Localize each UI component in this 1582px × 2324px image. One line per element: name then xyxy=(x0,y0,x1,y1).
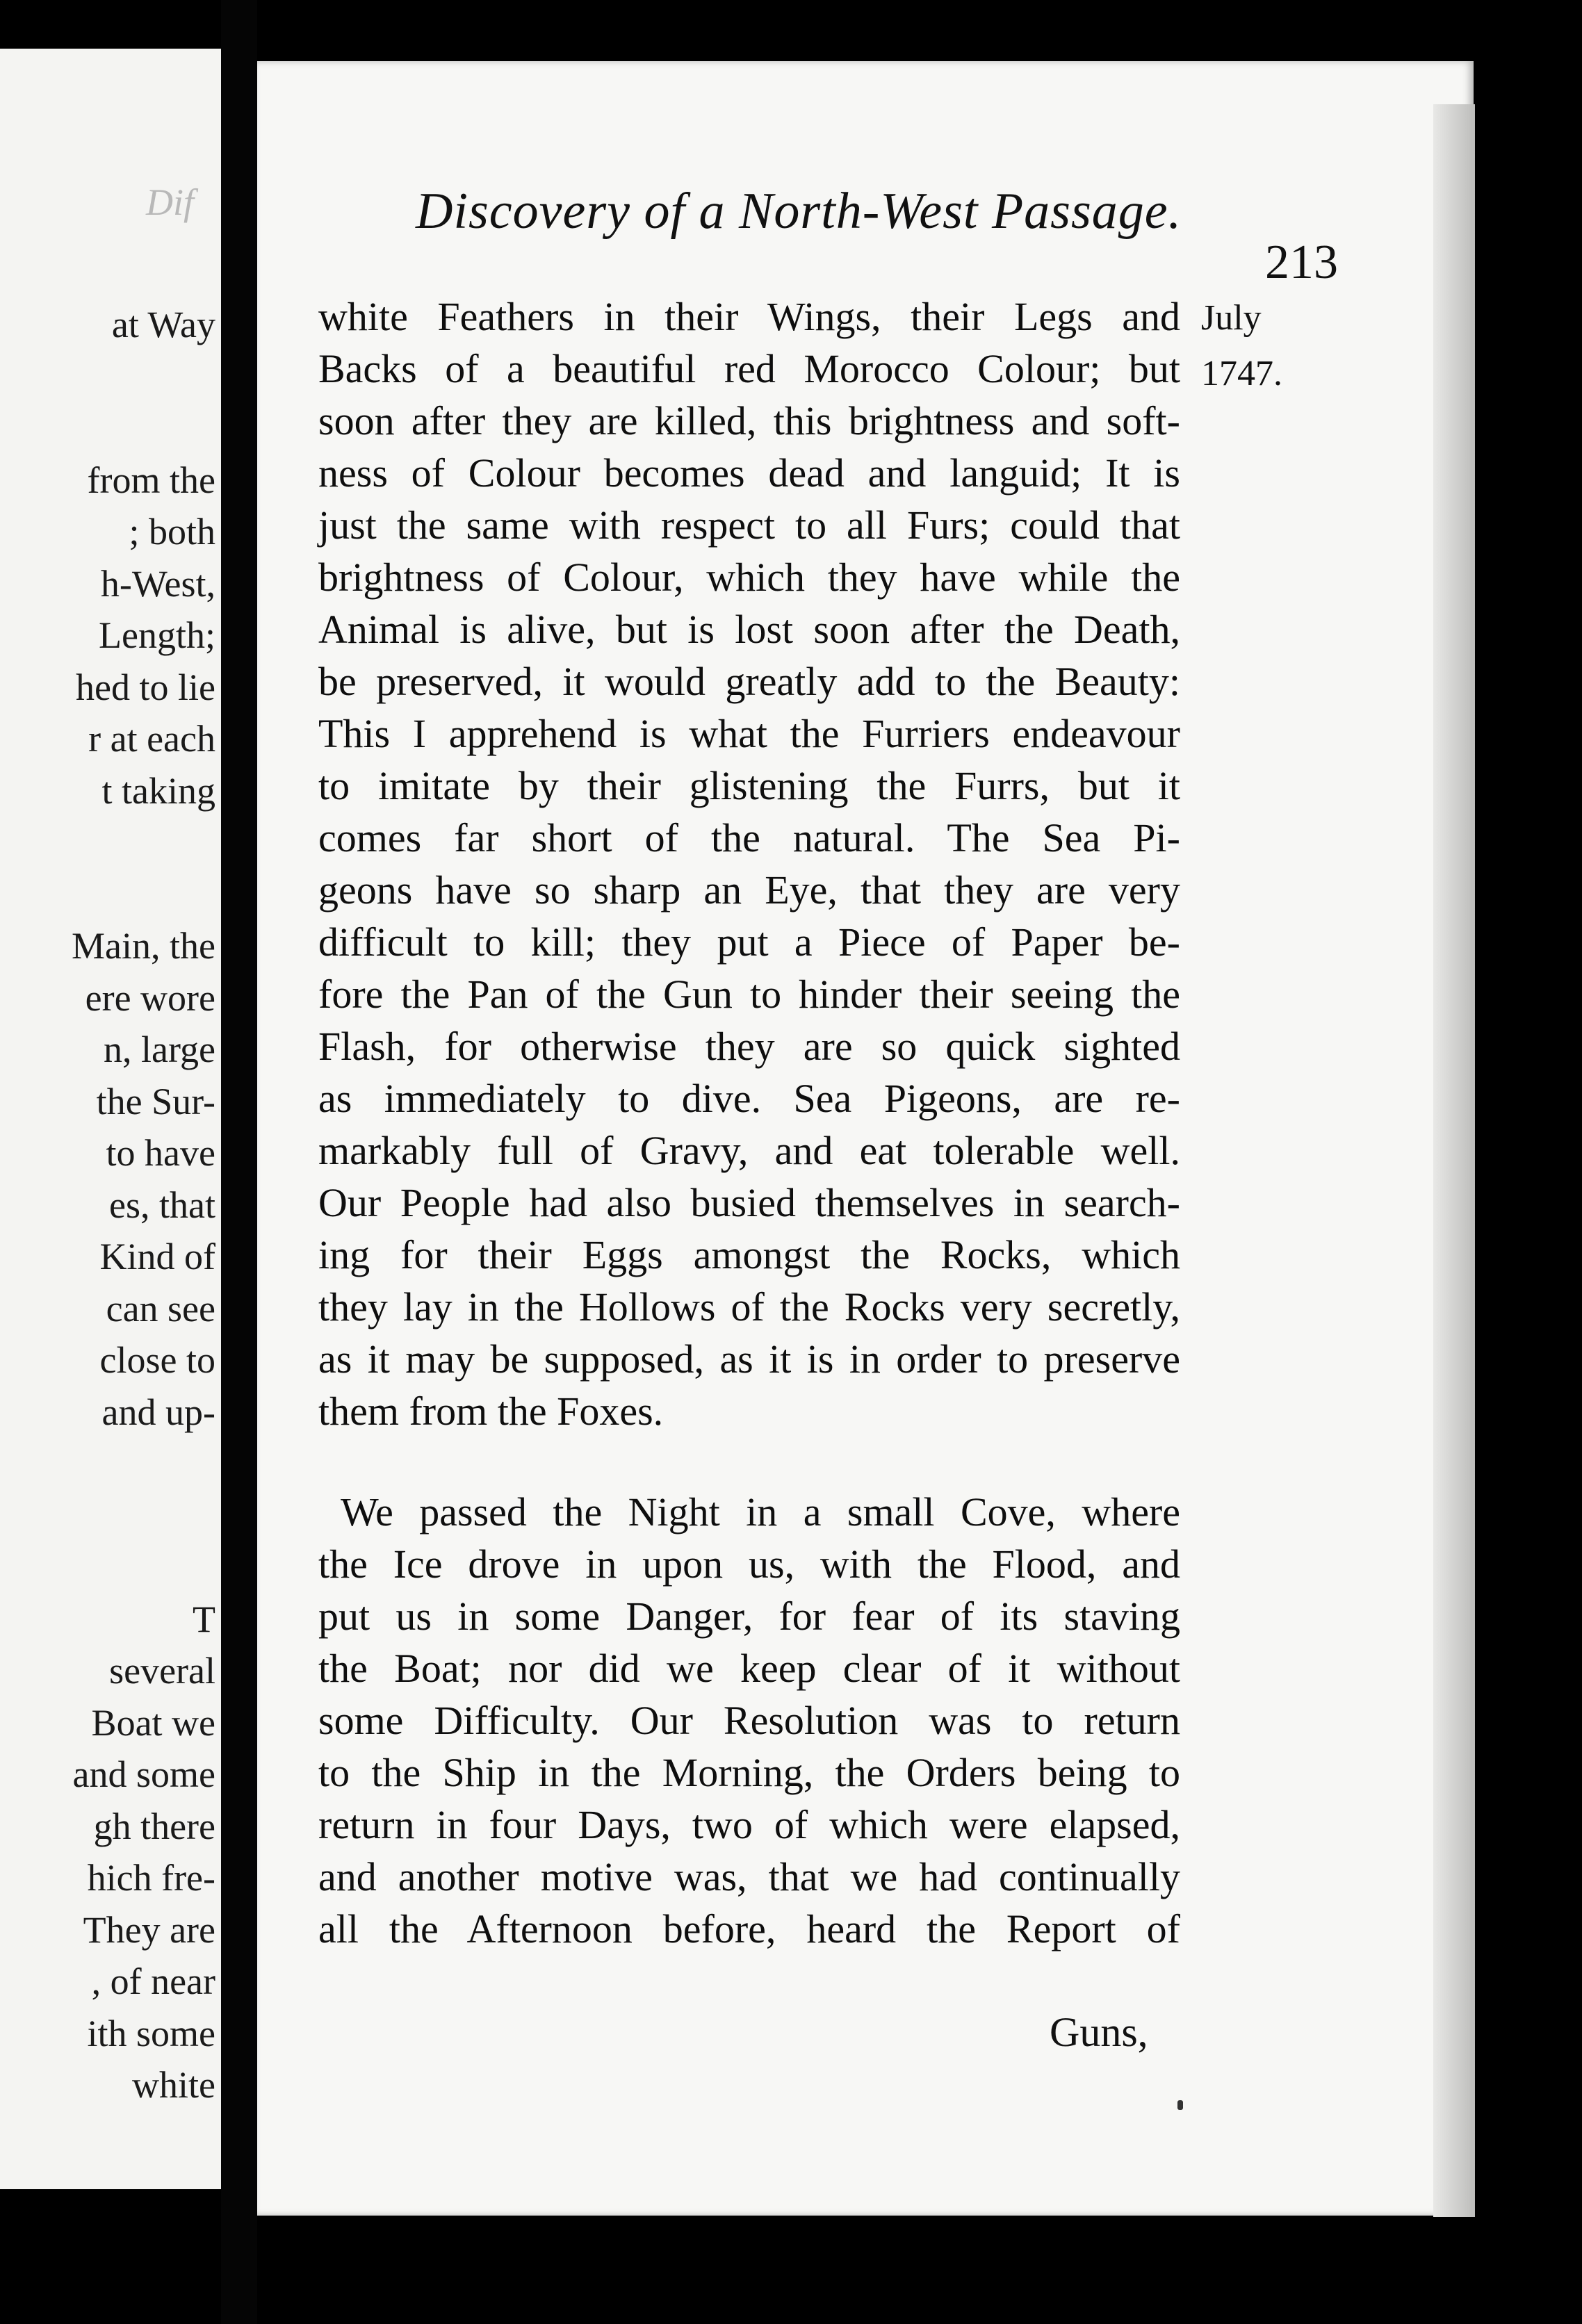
text-line: ness of Colour becomes dead and languid; It is xyxy=(318,450,1180,496)
text-line: We passed the Night in a small Cove, where xyxy=(341,1489,1180,1535)
text-line: they lay in the Hollows of the Rocks very secretly, xyxy=(318,1284,1180,1329)
previous-page-line: close to xyxy=(99,1339,215,1381)
previous-page-line: hed to lie xyxy=(76,666,215,708)
previous-page-line: can see xyxy=(106,1287,215,1329)
previous-page-line: white xyxy=(132,2064,215,2106)
book-gutter xyxy=(221,0,257,2324)
previous-page-line: ere wore xyxy=(85,976,215,1019)
previous-page-line: t taking xyxy=(101,769,215,812)
previous-page-line: to have xyxy=(106,1132,215,1174)
previous-page-fragment xyxy=(0,49,221,2189)
previous-page-line: several xyxy=(109,1650,215,1692)
catchword: Guns, xyxy=(1050,2009,1148,2055)
text-line: to the Ship in the Morning, the Orders being to xyxy=(318,1750,1180,1795)
text-line: Our People had also busied themselves in search- xyxy=(318,1180,1180,1225)
previous-page-ghost-header: Dif xyxy=(146,181,195,223)
text-line: as immediately to dive. Sea Pigeons, are re- xyxy=(318,1076,1180,1121)
text-line: as it may be supposed, as it is in order to preserve xyxy=(318,1336,1180,1382)
text-line: comes far short of the natural. The Sea Pi- xyxy=(318,815,1180,860)
text-line: soon after they are killed, this brightness and soft- xyxy=(318,398,1180,443)
text-line: and another motive was, that we had continually xyxy=(318,1854,1180,1899)
previous-page-line: the Sur- xyxy=(96,1080,215,1122)
margin-date-month: July xyxy=(1201,298,1262,338)
previous-page-line: and up- xyxy=(101,1391,215,1433)
text-line: ing for their Eggs amongst the Rocks, which xyxy=(318,1232,1180,1277)
text-line: This I apprehend is what the Furriers endeavour xyxy=(318,711,1180,756)
page-edge xyxy=(1433,104,1475,2217)
paragraph xyxy=(318,290,1180,1437)
previous-page-line: Boat we xyxy=(91,1701,215,1744)
previous-page-line: Kind of xyxy=(99,1236,215,1277)
text-line: the Boat; nor did we keep clear of it without xyxy=(318,1646,1180,1691)
text-line: brightness of Colour, which they have while the xyxy=(318,555,1180,600)
text-line: put us in some Danger, for fear of its staving xyxy=(318,1594,1180,1639)
text-line: be preserved, it would greatly add to the Beauty: xyxy=(318,659,1180,704)
text-line: return in four Days, two of which were elapsed, xyxy=(318,1802,1180,1847)
running-head: Discovery of a North-West Passage. xyxy=(416,183,1182,240)
previous-page-line: at Way xyxy=(111,304,215,345)
previous-page-line: , of near xyxy=(91,1961,215,2002)
previous-page-line: es, that xyxy=(109,1184,215,1226)
paragraph xyxy=(318,1486,1180,1955)
previous-page-line: T xyxy=(193,1598,215,1640)
previous-page-line: r at each xyxy=(88,718,215,760)
previous-page-line: ; both xyxy=(129,511,215,553)
text-line: to imitate by their glistening the Furrs, but it xyxy=(318,763,1180,808)
previous-page-line: gh there xyxy=(93,1805,215,1847)
text-line: Animal is alive, but is lost soon after the Death, xyxy=(318,607,1180,652)
previous-page-line: and some xyxy=(72,1753,215,1795)
page-number: 213 xyxy=(1265,236,1338,289)
margin-date-year: 1747. xyxy=(1201,354,1282,393)
margin-date-note xyxy=(1201,290,1282,402)
previous-page-line: ith some xyxy=(87,2012,215,2054)
text-line: white Feathers in their Wings, their Legs and xyxy=(318,294,1180,339)
text-line: difficult to kill; they put a Piece of Paper be- xyxy=(318,919,1180,965)
previous-page-line: n, large xyxy=(104,1029,215,1070)
text-line: fore the Pan of the Gun to hinder their seeing the xyxy=(318,972,1180,1017)
text-line: all the Afternoon before, heard the Report of xyxy=(318,1906,1180,1951)
previous-page-line: They are xyxy=(83,1908,215,1951)
page-body-text xyxy=(318,290,1180,1955)
text-line: the Ice drove in upon us, with the Flood, and xyxy=(318,1541,1180,1587)
previous-page-line: hich fre- xyxy=(87,1857,215,1899)
text-line: Flash, for otherwise they are so quick sighted xyxy=(318,1024,1180,1069)
text-line: markably full of Gravy, and eat tolerable well. xyxy=(318,1128,1180,1173)
text-line: them from the Foxes. xyxy=(318,1389,664,1434)
paragraph-gap xyxy=(318,1437,1180,1486)
previous-page-line: from the xyxy=(87,459,215,501)
text-line: some Difficulty. Our Resolution was to return xyxy=(318,1698,1180,1743)
text-line: Backs of a beautiful red Morocco Colour; but xyxy=(318,346,1180,391)
previous-page-line: Main, the xyxy=(72,925,215,967)
previous-page-line: Length; xyxy=(99,614,215,656)
previous-page-line: h-West, xyxy=(100,562,215,605)
text-line: just the same with respect to all Furs; could that xyxy=(318,502,1180,548)
ink-speck xyxy=(1177,2100,1183,2110)
text-line: geons have so sharp an Eye, that they are very xyxy=(318,867,1180,913)
